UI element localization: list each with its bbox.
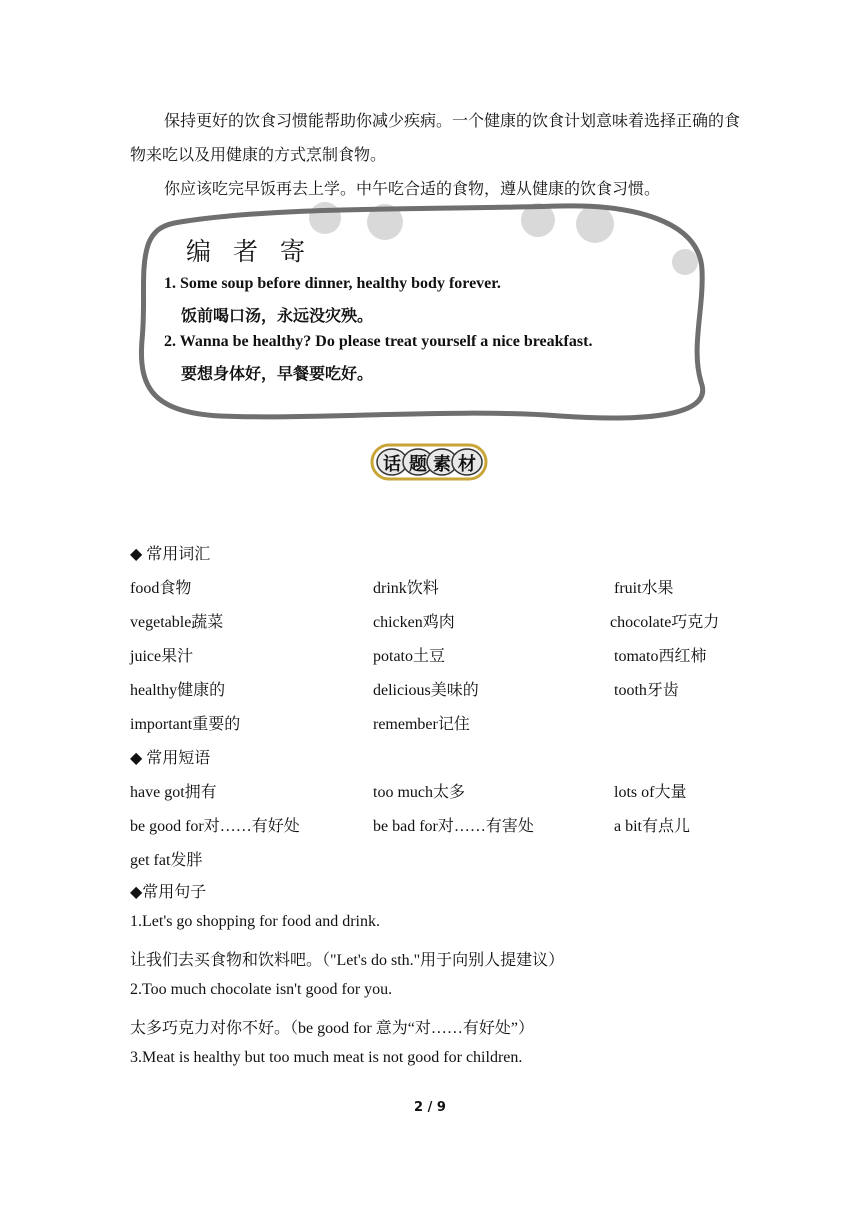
vocab-cell: potato土豆 bbox=[373, 648, 445, 665]
sentence-line: 3.Meat is healthy but too much meat is not good for children. bbox=[130, 1049, 523, 1066]
vocab-cell: tomato西红柿 bbox=[614, 648, 707, 665]
intro-paragraph-2: 你应该吃完早饭再去上学。中午吃合适的食物，遵从健康的饮食习惯。 bbox=[164, 179, 661, 198]
vocab-cell: healthy健康的 bbox=[130, 682, 226, 699]
sentence-line: 2.Too much chocolate isn't good for you. bbox=[130, 981, 393, 998]
editor-note-item-2-en: 2. Wanna be healthy? Do please treat yourself a nice breakfast. bbox=[164, 333, 593, 350]
phrase-cell: have got拥有 bbox=[130, 784, 217, 801]
vocab-cell: important重要的 bbox=[130, 716, 241, 733]
phrase-cell: be bad for对……有害处 bbox=[373, 818, 534, 835]
sentence-line: 让我们去买食物和饮料吧。（"Let's do sth."用于向别人提建议） bbox=[130, 952, 565, 969]
phrase-cell: lots of大量 bbox=[614, 784, 687, 801]
phrases-heading: ◆ 常用短语 bbox=[130, 750, 211, 767]
vocab-cell: food食物 bbox=[130, 580, 192, 597]
badge-char-3: 素 bbox=[433, 454, 451, 475]
sentence-line: 太多巧克力对你不好。（be good for 意为“对……有好处”） bbox=[130, 1020, 534, 1037]
editor-note-item-2-cn: 要想身体好，早餐要吃好。 bbox=[181, 364, 374, 383]
phrase-cell: be good for对……有好处 bbox=[130, 818, 300, 835]
vocab-cell: drink饮料 bbox=[373, 580, 439, 597]
vocab-cell: delicious美味的 bbox=[373, 682, 479, 699]
vocab-cell: fruit水果 bbox=[614, 580, 674, 597]
vocab-heading: ◆ 常用词汇 bbox=[130, 546, 211, 563]
page-number: 2 / 9 bbox=[414, 1100, 446, 1115]
vocab-cell: vegetable蔬菜 bbox=[130, 614, 224, 631]
phrase-cell: get fat发胖 bbox=[130, 852, 203, 869]
vocab-cell: juice果汁 bbox=[130, 648, 194, 665]
intro-paragraph-1: 保持更好的饮食习惯能帮助你减少疾病。一个健康的饮食计划意味着选择正确的食物来吃以及用健康的方式烹制食物。 bbox=[130, 111, 741, 164]
vocab-cell: chicken鸡肉 bbox=[373, 614, 455, 631]
badge-char-1: 话 bbox=[383, 454, 401, 475]
vocab-cell: chocolate巧克力 bbox=[610, 614, 720, 631]
phrase-cell: a bit有点儿 bbox=[614, 818, 690, 835]
editor-note-item-1-en: 1. Some soup before dinner, healthy body forever. bbox=[164, 275, 501, 292]
sentence-line: 1.Let's go shopping for food and drink. bbox=[130, 913, 380, 930]
phrase-cell: too much太多 bbox=[373, 784, 465, 801]
vocab-cell: tooth牙齿 bbox=[614, 682, 679, 699]
badge-char-4: 材 bbox=[458, 454, 476, 475]
sentences-heading: ◆常用句子 bbox=[130, 884, 207, 901]
badge-char-2: 题 bbox=[409, 454, 427, 475]
vocab-cell: remember记住 bbox=[373, 716, 470, 733]
editor-note-item-1-cn: 饭前喝口汤，永远没灾殃。 bbox=[181, 306, 374, 325]
editor-note-title: 编者寄 bbox=[186, 237, 328, 266]
